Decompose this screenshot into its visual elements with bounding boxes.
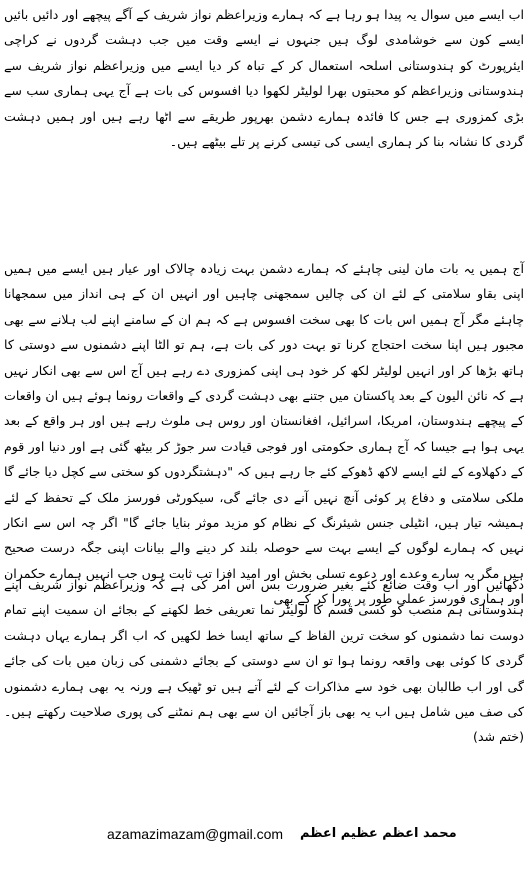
article-paragraph-3: دکھائیں اور اب وقت ضائع کئے بغیر ضرورت بس اس امر کی ہے کہ وزیراعظم نواز شریف اپنے ہندوستانی ہم منصب کو کسی قسم کا لولیٹر نما تعریفی خط لکھنے کے بجائے ان سمیت اپنے تمام دوست نما دشمنوں کو سخت ترین الفاظ کے ساتھ ایسا خط لکھیں کہ اب اگر ہمارے یہاں دہشت گردی کا کوئی بھی واقعہ رونما ہوا تو ان سے دوستی کے بجائے دشمنی کی زبان میں بات کی جائے گی اور اب طالبان بھی خود سے مذاکرات کے لئے آتے ہیں تو ٹھیک ہے ورنہ یہ بھی ہمارے دشمنوں کی صف میں شامل ہیں اب یہ بھی باز آجائیں ان سے بھی ہم نمٹنے کی پوری صلاحیت رکھتے ہیں۔ (ختم شد) (4, 577, 524, 745)
author-email: azamazimazam@gmail.com (107, 826, 284, 842)
article-paragraph-2: آج ہمیں یہ بات مان لینی چاہئے کہ ہمارے دشمن بہت زیادہ چالاک اور عیار ہیں ایسے میں ہمیں اپنی بقاو سلامتی کے لئے ان کی چالیں سمجھنی چاہیں اور انہیں ان کے ہی انداز میں سمجھانا چاہئے مگر آج ہمیں اس بات کا بھی سخت افسوس ہے کہ ہم ان کے سامنے اپنے لب ہلانے سے بھی مجبور ہیں اپنا سخت احتجاج کرنا تو بہت دور کی بات ہے، ہم تو الٹا اپنے دشمنوں سے دوستی کا ہاتھ بڑھا کر اور انہیں لولیٹر لکھ کر خود ہی اپنی کمزوری دے رہے ہیں آج اس سے بھی انکار نہیں ہے کہ نائن الیون کے بعد پاکستان میں جتنے بھی دہشت گردی کے واقعات رونما ہوئے ہیں ان واقعات کے پیچھے ہندوستان، امریکا، اسرائیل، افغانستان اور روس ہی ملوث رہے ہیں اور ہر واقع کے بعد یہی ہوا ہے جیسا کہ آج ہماری حکومتی اور فوجی قیادت سر جوڑ کر بیٹھ گئی ہے اور دنیا اور قوم کے دکھلاوے کے لئے ایسے لاکھ ڈھوکے کئے جا رہے ہیں کہ "دہشتگردوں کو سختی سے کچل دیا جائے گا ملکی سلامتی و دفاع پر کوئی آنچ نہیں آنے دی جائے گی، سیکورٹی فورسز ملک کے تحفظ کے لئے ہمیشہ تیار ہیں، انٹیلی جنس شیئرنگ کے نظام کو مزید موثر بنایا جائے گا" اگر چہ اس سے انکار نہیں کہ ہمارے لوگوں کے ایسے بہت سے حوصلہ بلند کر دینے والے بیانات اپنی جگہ درست صحیح ہیں مگر یہ سارے وعدے اور دعوے تسلی بخش اور امید افزا تب ثابت ہوں جب انہیں ہمارے حکمران اور ہماری فورسز عملی طور پر پورا کر کے بھی (4, 261, 524, 607)
article-body (4, 2, 524, 818)
author-name: محمد اعظم عظیم اعظم (300, 826, 457, 841)
article-footer (0, 818, 529, 858)
article-paragraph-1: اب ایسے میں سوال یہ پیدا ہو رہا ہے کہ ہمارے وزیراعظم نواز شریف کے آگے پیچھے اور دائیں بائیں ایسے کون سے خوشامدی لوگ ہیں جنہوں نے ایسے وقت میں جب دہشت گردوں نے کراچی ایئرپورٹ کو ہندوستانی اسلحہ استعمال کر کے تباہ کر دیا ایسے میں وزیراعظم نواز شریف سے ہندوستانی وزیراعظم کو محبتوں بھرا لولیٹر لکھوا دیا افسوس کی بات ہے آج یہی ہماری سب سے بڑی کمزوری ہے جس کا فائدہ ہمارے دشمن بھرپور طریقے سے اٹھا رہے ہیں اور ہمیں دہشت گردی کا نشانہ بنا کر ہماری ایسی کی تیسی کرنے پر تلے بیٹھے ہیں۔ (4, 7, 524, 150)
